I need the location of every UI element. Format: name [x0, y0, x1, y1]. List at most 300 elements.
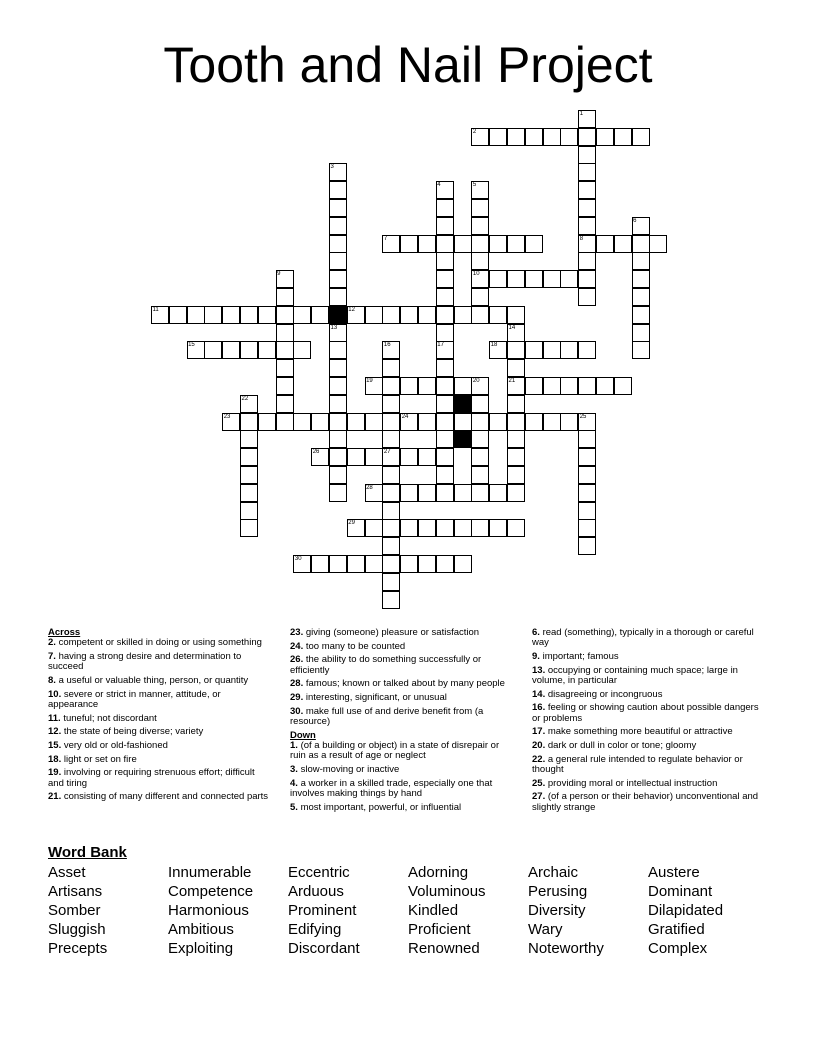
grid-cell[interactable]: [471, 484, 489, 502]
grid-cell[interactable]: [276, 324, 294, 342]
grid-cell[interactable]: [560, 413, 578, 431]
clue-number: 1: [579, 111, 584, 117]
clue: [290, 655, 515, 676]
grid-cell[interactable]: [365, 448, 383, 466]
grid-cell[interactable]: [596, 377, 614, 395]
grid-cell[interactable]: [240, 502, 258, 520]
clue-text: very old or old-fashioned: [63, 740, 168, 752]
clue-text: (of a person or their behavior) unconventional and slightly strange: [532, 791, 759, 813]
grid-cell[interactable]: [578, 519, 596, 537]
grid-cell[interactable]: [614, 128, 632, 146]
clue-number: 29: [348, 520, 355, 527]
clue: [532, 741, 762, 751]
grid-cell[interactable]: [436, 199, 454, 217]
grid-cell[interactable]: [240, 466, 258, 484]
word-bank-item: Gratified: [648, 921, 705, 938]
grid-cell[interactable]: [454, 555, 472, 573]
grid-cell[interactable]: [525, 235, 543, 253]
clue-num: 27.: [532, 791, 546, 803]
grid-cell[interactable]: [436, 252, 454, 270]
grid-cell[interactable]: [382, 430, 400, 448]
grid-cell[interactable]: [187, 306, 205, 324]
grid-cell[interactable]: [382, 555, 400, 573]
black-cell: [329, 306, 347, 324]
grid-cell[interactable]: [418, 235, 436, 253]
grid-cell[interactable]: [471, 519, 489, 537]
word-bank-item: Artisans: [48, 883, 103, 900]
grid-cell[interactable]: [632, 341, 650, 359]
grid-cell[interactable]: [507, 235, 525, 253]
grid-cell[interactable]: [578, 502, 596, 520]
clue-text: make full use of and derive benefit from (a resource): [290, 705, 484, 728]
clue-num: 11.: [48, 712, 61, 724]
grid-cell[interactable]: [436, 324, 454, 342]
grid-cell[interactable]: [204, 341, 222, 359]
grid-cell[interactable]: [578, 181, 596, 199]
clue-num: 6.: [532, 627, 540, 638]
clue-number: 12: [348, 306, 355, 313]
grid-cell[interactable]: [578, 217, 596, 235]
word-bank-item: Harmonious: [168, 902, 249, 919]
grid-cell[interactable]: [578, 484, 596, 502]
clue-number: 11: [152, 306, 159, 313]
grid-cell[interactable]: [507, 270, 525, 288]
grid-cell[interactable]: [471, 252, 489, 270]
clue: [48, 768, 273, 789]
grid-cell[interactable]: [543, 341, 561, 359]
grid-cell[interactable]: [382, 306, 400, 324]
grid-cell[interactable]: [525, 413, 543, 431]
word-bank-item: Noteworthy: [528, 940, 604, 957]
grid-cell[interactable]: [276, 395, 294, 413]
clue-number: 3: [330, 164, 334, 171]
grid-cell[interactable]: [525, 128, 543, 146]
word-bank-item: Asset: [48, 864, 86, 881]
clue-text: (of a building or object) in a state of disrepair or ruin as a result of age or neglect: [290, 740, 500, 762]
grid-cell[interactable]: [365, 413, 383, 431]
clue-number: 15: [188, 342, 195, 349]
grid-cell[interactable]: [632, 324, 650, 342]
grid-cell[interactable]: [471, 217, 489, 235]
word-bank-item: Prominent: [288, 902, 357, 919]
grid-cell[interactable]: [578, 146, 596, 164]
black-cell: [454, 430, 472, 448]
grid-cell[interactable]: [329, 430, 347, 448]
grid-cell[interactable]: [436, 270, 454, 288]
grid-cell[interactable]: [471, 395, 489, 413]
grid-cell[interactable]: [560, 270, 578, 288]
grid-cell[interactable]: [436, 359, 454, 377]
clue-number: 30: [294, 556, 302, 562]
clue-number: 19: [366, 378, 373, 384]
clue: [290, 765, 515, 775]
grid-cell[interactable]: [507, 430, 525, 448]
grid-cell[interactable]: [436, 413, 454, 431]
grid-cell[interactable]: [578, 430, 596, 448]
grid-cell[interactable]: [240, 341, 258, 359]
grid-cell[interactable]: [418, 448, 436, 466]
grid-cell[interactable]: [418, 377, 436, 395]
grid-cell[interactable]: [400, 519, 418, 537]
clue: [48, 652, 273, 673]
grid-cell[interactable]: [382, 395, 400, 413]
clue: [48, 676, 273, 686]
clue: [290, 741, 515, 762]
grid-cell[interactable]: [454, 519, 472, 537]
clue-text: involving or requiring strenuous effort; difficult and tiring: [48, 767, 255, 789]
grid-cell[interactable]: [436, 288, 454, 306]
grid-cell[interactable]: [240, 430, 258, 448]
grid-cell[interactable]: [258, 306, 276, 324]
grid-cell[interactable]: [276, 306, 294, 324]
grid-cell[interactable]: [276, 359, 294, 377]
grid-cell[interactable]: [489, 519, 507, 537]
grid-cell[interactable]: [632, 270, 650, 288]
grid-cell[interactable]: [632, 235, 650, 253]
clue-num: 14.: [532, 688, 546, 700]
grid-cell[interactable]: [276, 413, 294, 431]
clue-text: providing moral or intellectual instruction: [547, 777, 718, 789]
down-heading: Down: [290, 729, 316, 741]
grid-cell[interactable]: [454, 377, 472, 395]
grid-cell[interactable]: [507, 519, 525, 537]
grid-cell[interactable]: [258, 341, 276, 359]
clue-text: make something more beautiful or attractive: [547, 726, 733, 738]
clue-num: 15.: [48, 740, 62, 752]
grid-cell[interactable]: [614, 235, 632, 253]
clue-num: 26.: [290, 654, 304, 666]
grid-cell[interactable]: [436, 466, 454, 484]
clue-num: 28.: [290, 678, 304, 690]
grid-cell[interactable]: [400, 235, 418, 253]
grid-cell[interactable]: [525, 270, 543, 288]
grid-cell[interactable]: [436, 484, 454, 502]
grid-cell[interactable]: [578, 128, 596, 146]
clue-num: 13.: [532, 664, 546, 676]
grid-cell[interactable]: [578, 448, 596, 466]
grid-cell[interactable]: [489, 128, 507, 146]
grid-cell[interactable]: [525, 377, 543, 395]
grid-cell[interactable]: [578, 377, 596, 395]
word-bank-item: Exploiting: [168, 940, 234, 957]
grid-cell[interactable]: [471, 448, 489, 466]
grid-cell[interactable]: [489, 235, 507, 253]
grid-cell[interactable]: [489, 306, 507, 324]
grid-cell[interactable]: [293, 306, 311, 324]
clue: [290, 679, 515, 689]
word-bank-item: Proficient: [408, 921, 471, 938]
grid-cell[interactable]: [382, 502, 400, 520]
grid-cell[interactable]: [311, 306, 329, 324]
grid-cell[interactable]: [329, 270, 347, 288]
clue-number: 18: [490, 342, 498, 349]
grid-cell[interactable]: [436, 306, 454, 324]
clue-text: having a strong desire and determination to succeed: [48, 650, 242, 673]
grid-cell[interactable]: [436, 395, 454, 413]
grid-cell[interactable]: [560, 341, 578, 359]
grid-cell[interactable]: [436, 519, 454, 537]
clue-text: too many to be counted: [305, 640, 406, 652]
grid-cell[interactable]: [436, 377, 454, 395]
grid-cell[interactable]: [400, 484, 418, 502]
grid-cell[interactable]: [311, 413, 329, 431]
clue: [290, 693, 515, 703]
clue-text: consisting of many different and connected parts: [63, 791, 269, 803]
grid-cell[interactable]: [507, 359, 525, 377]
clue-num: 2.: [48, 637, 56, 649]
grid-cell[interactable]: [543, 413, 561, 431]
grid-cell[interactable]: [436, 448, 454, 466]
grid-cell[interactable]: [596, 128, 614, 146]
clue-text: competent or skilled in doing or using something: [58, 637, 262, 649]
grid-cell[interactable]: [347, 413, 365, 431]
grid-cell[interactable]: [578, 537, 596, 555]
grid-cell[interactable]: [400, 377, 418, 395]
clue-num: 18.: [48, 753, 62, 765]
word-bank-item: Precepts: [48, 940, 108, 957]
clue: [290, 628, 515, 638]
grid-cell[interactable]: [507, 413, 525, 431]
grid-cell[interactable]: [329, 448, 347, 466]
grid-cell[interactable]: [418, 306, 436, 324]
grid-cell[interactable]: [329, 288, 347, 306]
clue-number: 14: [508, 324, 516, 331]
across-heading: Across: [48, 627, 81, 638]
clue: [290, 707, 515, 728]
grid-cell[interactable]: [240, 484, 258, 502]
clue-number: 21: [508, 378, 516, 384]
clue: [48, 727, 273, 737]
clue-text: the state of being diverse; variety: [63, 726, 204, 738]
grid-cell[interactable]: [471, 430, 489, 448]
grid-cell[interactable]: [258, 413, 276, 431]
grid-cell[interactable]: [489, 413, 507, 431]
grid-cell[interactable]: [329, 395, 347, 413]
clue: [532, 690, 762, 700]
clue-number: 10: [472, 271, 480, 278]
word-bank-item: Innumerable: [168, 864, 252, 881]
grid-cell[interactable]: [276, 341, 294, 359]
clue-num: 20.: [532, 740, 546, 752]
clue-text: famous; known or talked about by many people: [305, 678, 505, 690]
grid-cell[interactable]: [471, 306, 489, 324]
grid-cell[interactable]: [365, 555, 383, 573]
grid-cell[interactable]: [507, 448, 525, 466]
grid-cell[interactable]: [543, 270, 561, 288]
grid-cell[interactable]: [276, 288, 294, 306]
grid-cell[interactable]: [329, 217, 347, 235]
grid-cell[interactable]: [578, 199, 596, 217]
grid-cell[interactable]: [222, 341, 240, 359]
grid-cell[interactable]: [614, 377, 632, 395]
grid-cell[interactable]: [222, 306, 240, 324]
clue: [290, 642, 515, 652]
grid-cell[interactable]: [471, 413, 489, 431]
word-bank-item: Dilapidated: [648, 902, 724, 919]
grid-cell[interactable]: [454, 413, 472, 431]
grid-cell[interactable]: [507, 128, 525, 146]
grid-cell[interactable]: [418, 484, 436, 502]
grid-cell[interactable]: [507, 395, 525, 413]
clue-number: 27: [383, 449, 391, 456]
grid-cell[interactable]: [578, 270, 596, 288]
grid-cell[interactable]: [560, 377, 578, 395]
grid-cell[interactable]: [543, 128, 561, 146]
clue-num: 19.: [48, 767, 62, 779]
grid-cell[interactable]: [454, 235, 472, 253]
clue-number: 17: [437, 342, 444, 349]
grid-cell[interactable]: [276, 377, 294, 395]
clue-number: 8: [579, 235, 584, 242]
grid-cell[interactable]: [382, 466, 400, 484]
word-bank-item: Austere: [648, 864, 700, 881]
word-bank-item: Competence: [168, 883, 254, 900]
clues-column-1: [48, 628, 273, 806]
grid-cell[interactable]: [329, 181, 347, 199]
grid-cell[interactable]: [240, 306, 258, 324]
grid-cell[interactable]: [382, 537, 400, 555]
grid-cell[interactable]: [382, 413, 400, 431]
grid-cell[interactable]: [436, 235, 454, 253]
grid-cell[interactable]: [436, 555, 454, 573]
grid-cell[interactable]: [329, 555, 347, 573]
clue-text: important; famous: [542, 650, 619, 662]
clue-num: 30.: [290, 705, 304, 717]
grid-cell[interactable]: [507, 306, 525, 324]
black-cell: [454, 395, 472, 413]
clue-text: the ability to do something successfully or efficiently: [290, 654, 482, 676]
clue-num: 12.: [48, 726, 62, 738]
grid-cell[interactable]: [293, 341, 311, 359]
grid-cell[interactable]: [436, 217, 454, 235]
grid-cell[interactable]: [578, 252, 596, 270]
grid-cell[interactable]: [632, 288, 650, 306]
clue-text: slow-moving or inactive: [300, 764, 400, 775]
grid-cell[interactable]: [329, 235, 347, 253]
grid-cell[interactable]: [382, 519, 400, 537]
grid-cell[interactable]: [365, 519, 383, 537]
grid-cell[interactable]: [525, 341, 543, 359]
word-bank-item: Edifying: [288, 921, 342, 938]
grid-cell[interactable]: [240, 448, 258, 466]
clue-number: 4: [437, 182, 441, 189]
clue-num: 9.: [532, 650, 540, 662]
grid-cell[interactable]: [382, 573, 400, 591]
clue-num: 3.: [290, 764, 298, 775]
grid-cell[interactable]: [507, 466, 525, 484]
grid-cell[interactable]: [471, 235, 489, 253]
clue: [532, 652, 762, 662]
grid-cell[interactable]: [454, 484, 472, 502]
grid-cell[interactable]: [400, 448, 418, 466]
grid-cell[interactable]: [329, 466, 347, 484]
clue: [48, 755, 273, 765]
grid-cell[interactable]: [471, 199, 489, 217]
grid-cell[interactable]: [311, 555, 329, 573]
grid-cell[interactable]: [489, 270, 507, 288]
grid-cell[interactable]: [329, 359, 347, 377]
grid-cell[interactable]: [347, 448, 365, 466]
grid-cell[interactable]: [329, 377, 347, 395]
grid-cell[interactable]: [329, 199, 347, 217]
clue-text: a general rule intended to regulate behavior or thought: [532, 753, 743, 775]
grid-cell[interactable]: [418, 519, 436, 537]
clue-text: a worker in a skilled trade, especially one that involves making things by hand: [290, 777, 493, 799]
grid-cell[interactable]: [347, 555, 365, 573]
grid-cell[interactable]: [543, 377, 561, 395]
grid-cell[interactable]: [507, 341, 525, 359]
clue: [48, 690, 273, 711]
grid-cell[interactable]: [382, 359, 400, 377]
clue: [48, 638, 273, 648]
grid-cell[interactable]: [507, 484, 525, 502]
grid-cell[interactable]: [382, 377, 400, 395]
word-bank-title: Word Bank: [48, 844, 127, 861]
clue: [532, 792, 762, 813]
clue-number: 24: [401, 413, 409, 420]
grid-cell[interactable]: [329, 413, 347, 431]
grid-cell[interactable]: [204, 306, 222, 324]
grid-cell[interactable]: [418, 413, 436, 431]
clue-num: 21.: [48, 791, 62, 803]
grid-cell[interactable]: [489, 484, 507, 502]
grid-cell[interactable]: [454, 306, 472, 324]
grid-cell[interactable]: [365, 306, 383, 324]
clue-text: feeling or showing caution about possible dangers or problems: [532, 702, 759, 724]
grid-cell[interactable]: [632, 306, 650, 324]
word-bank-item: Complex: [648, 940, 708, 957]
grid-cell[interactable]: [329, 341, 347, 359]
grid-cell[interactable]: [329, 252, 347, 270]
grid-cell[interactable]: [436, 430, 454, 448]
grid-cell[interactable]: [382, 484, 400, 502]
clue-number: 5: [472, 182, 477, 189]
grid-cell[interactable]: [578, 466, 596, 484]
grid-cell[interactable]: [169, 306, 187, 324]
grid-cell[interactable]: [632, 128, 650, 146]
clue-number: 7: [383, 235, 388, 242]
grid-cell[interactable]: [578, 163, 596, 181]
grid-cell[interactable]: [632, 252, 650, 270]
grid-cell[interactable]: [471, 466, 489, 484]
grid-cell[interactable]: [400, 555, 418, 573]
grid-cell[interactable]: [418, 555, 436, 573]
grid-cell[interactable]: [560, 128, 578, 146]
clue-text: most important, powerful, or influential: [300, 801, 462, 813]
grid-cell[interactable]: [578, 288, 596, 306]
grid-cell[interactable]: [240, 413, 258, 431]
word-bank-item: Diversity: [528, 902, 586, 919]
clue: [532, 628, 762, 649]
clue-text: light or set on fire: [63, 753, 137, 765]
grid-cell[interactable]: [382, 591, 400, 609]
clue-num: 4.: [290, 777, 298, 789]
clue-text: dark or dull in color or tone; gloomy: [547, 740, 697, 752]
clue-num: 16.: [532, 702, 546, 714]
grid-cell[interactable]: [400, 306, 418, 324]
page-title: Tooth and Nail Project: [163, 37, 653, 93]
grid-cell[interactable]: [329, 484, 347, 502]
grid-cell[interactable]: [596, 235, 614, 253]
grid-cell[interactable]: [471, 288, 489, 306]
clue: [532, 779, 762, 789]
grid-cell[interactable]: [293, 413, 311, 431]
clue-num: 24.: [290, 640, 304, 652]
grid-cell[interactable]: [240, 519, 258, 537]
clue-text: tuneful; not discordant: [63, 712, 157, 724]
grid-cell[interactable]: [649, 235, 667, 253]
grid-cell[interactable]: [578, 341, 596, 359]
